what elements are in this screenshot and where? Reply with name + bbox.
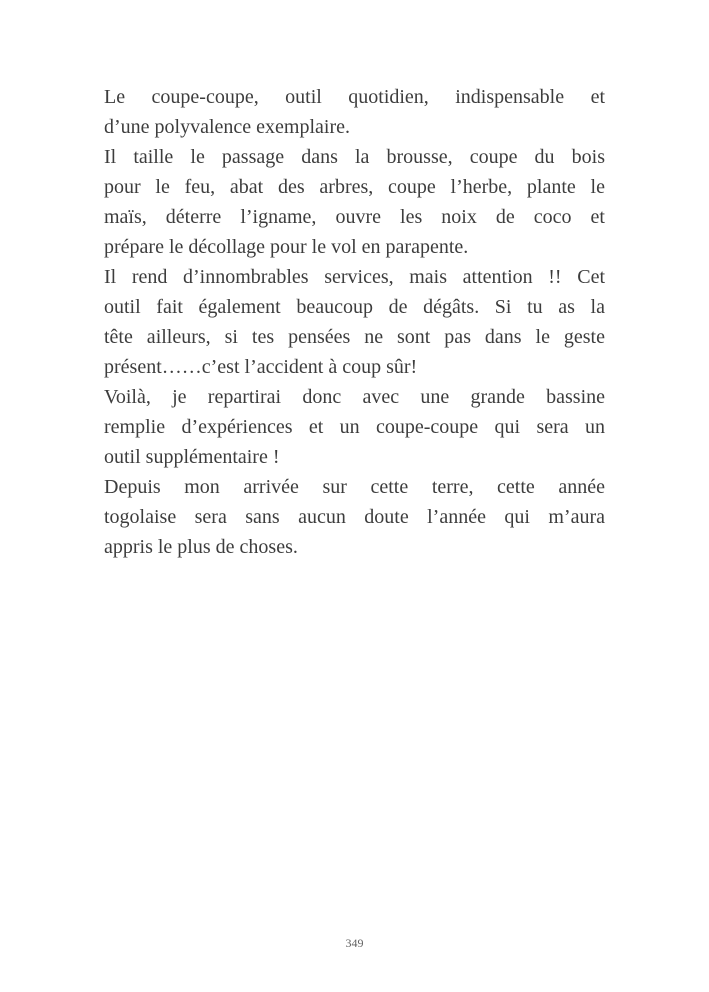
paragraph	[104, 382, 605, 472]
paragraph	[104, 472, 605, 562]
text-line: tête ailleurs, si tes pensées ne sont pas dans le geste	[104, 326, 605, 348]
page-text-block	[104, 82, 605, 562]
text-line: Depuis mon arrivée sur cette terre, cette année	[104, 476, 605, 498]
text-line: maïs, déterre l’igname, ouvre les noix de coco et	[104, 206, 605, 228]
text-line: Il rend d’innombrables services, mais attention !! Cet	[104, 266, 605, 288]
text-line: outil fait également beaucoup de dégâts. Si tu as la	[104, 296, 605, 318]
text-line: Voilà, je repartirai donc avec une grande bassine	[104, 386, 605, 408]
text-line: remplie d’expériences et un coupe-coupe qui sera un	[104, 416, 605, 438]
paragraph	[104, 142, 605, 262]
text-line: appris le plus de choses.	[104, 536, 298, 558]
text-line: pour le feu, abat des arbres, coupe l’herbe, plante le	[104, 176, 605, 198]
text-line: Il taille le passage dans la brousse, coupe du bois	[104, 146, 605, 168]
paragraph	[104, 82, 605, 142]
text-line: présent……c’est l’accident à coup sûr!	[104, 356, 418, 378]
text-line: outil supplémentaire !	[104, 446, 280, 468]
text-line: Le coupe-coupe, outil quotidien, indispensable et	[104, 86, 605, 108]
text-line: prépare le décollage pour le vol en parapente.	[104, 236, 469, 258]
paragraph	[104, 262, 605, 382]
page-number: 349	[345, 936, 364, 950]
text-line: togolaise sera sans aucun doute l’année qui m’aura	[104, 506, 605, 528]
text-line: d’une polyvalence exemplaire.	[104, 116, 350, 138]
